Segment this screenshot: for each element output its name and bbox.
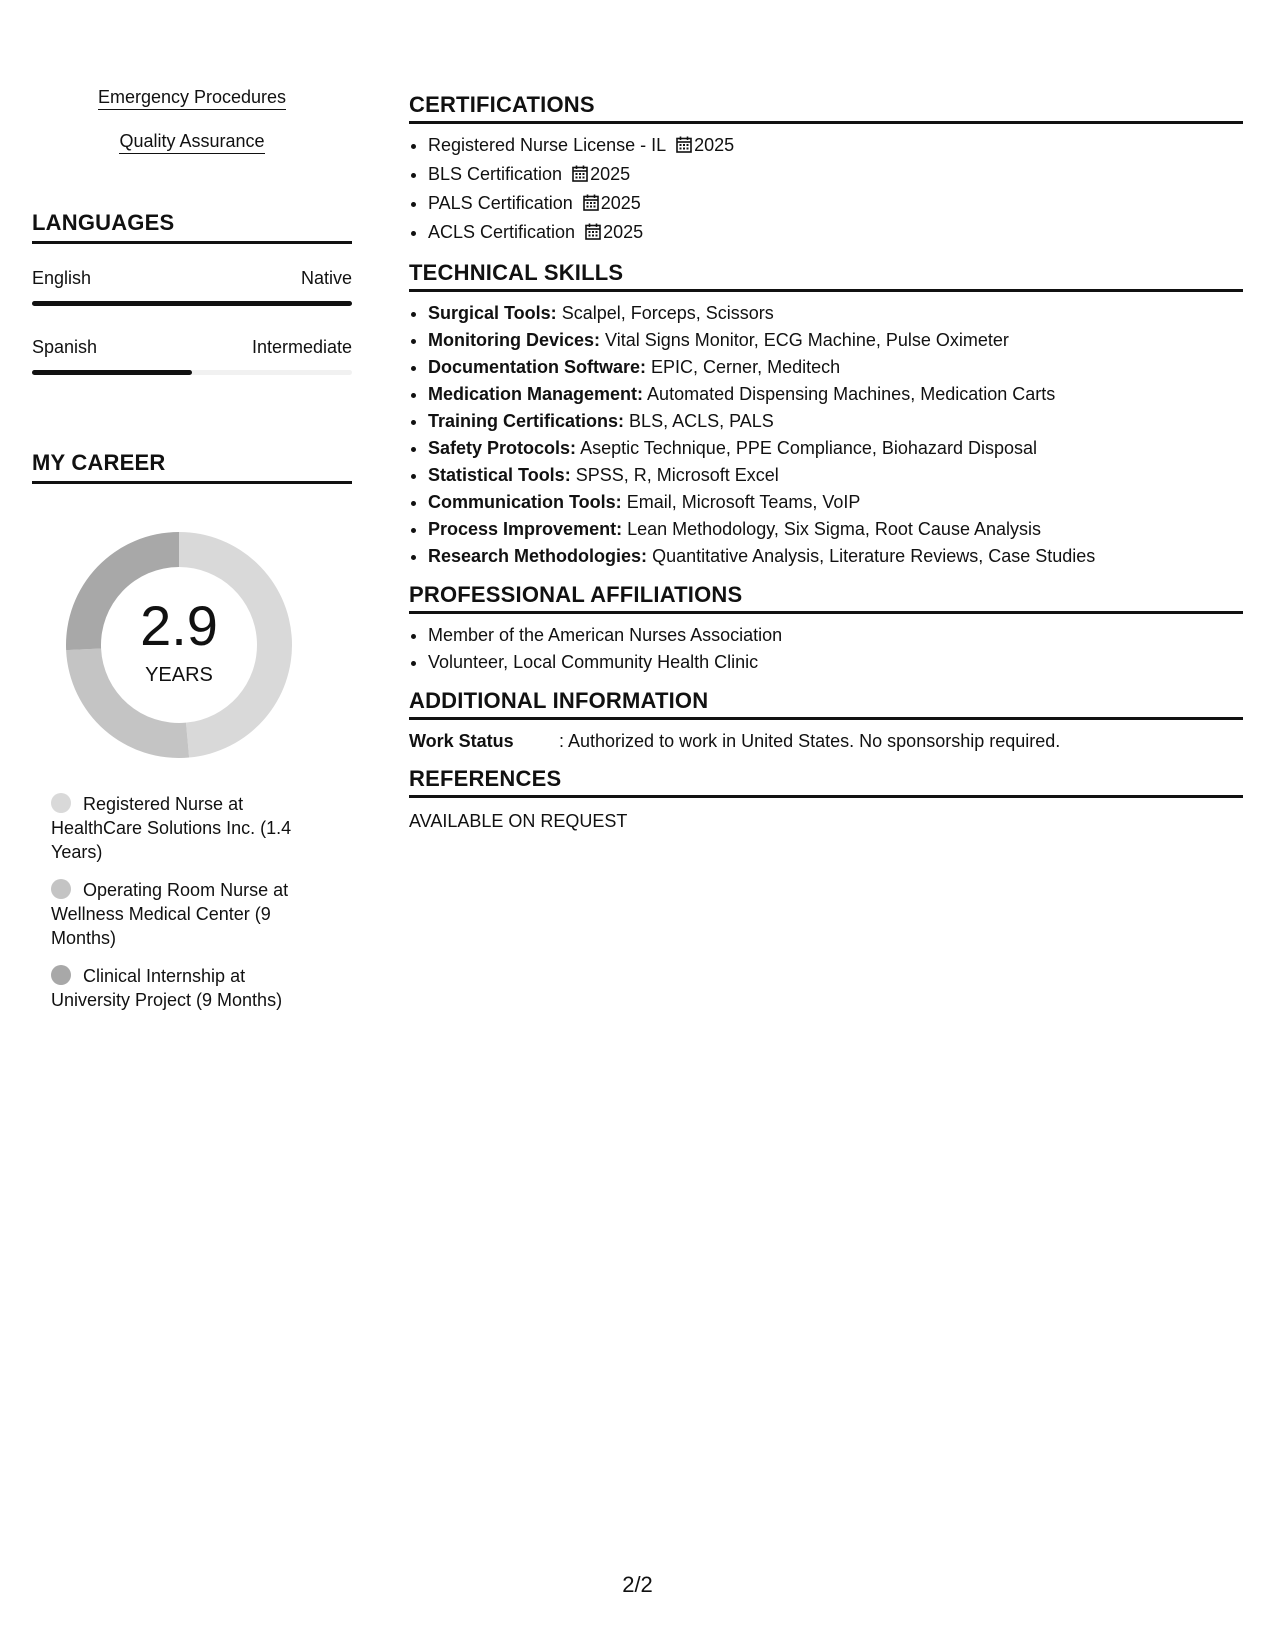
page-number: 2/2: [622, 1572, 653, 1597]
affiliations-title: PROFESSIONAL AFFILIATIONS: [409, 582, 1243, 614]
certification-item: [428, 190, 1243, 219]
certification-item: [428, 161, 1243, 190]
certifications-list: [409, 132, 1243, 248]
language-level: Intermediate: [251, 337, 352, 357]
skill-item: [428, 381, 1243, 408]
skill-label: Statistical Tools:: [428, 465, 571, 485]
career-donut-chart: [66, 532, 292, 758]
certification-name: Registered Nurse License - IL: [428, 135, 667, 155]
skill-value: Quantitative Analysis, Literature Reviews, Case Studies: [652, 546, 1096, 566]
additional-info-title: ADDITIONAL INFORMATION: [409, 688, 1243, 720]
skill-label: Training Certifications:: [428, 411, 625, 431]
language-name: English: [32, 268, 92, 288]
language-name: Spanish: [32, 337, 98, 357]
skill-label: Medication Management:: [428, 384, 644, 404]
language-level: Native: [300, 268, 352, 288]
skill-label: Surgical Tools:: [428, 303, 557, 323]
skill-link[interactable]: Emergency Procedures: [98, 86, 286, 110]
right-column: [409, 92, 1243, 848]
career-total-unit: YEARS: [145, 664, 213, 686]
career-legend-text: Clinical Internship at University Project (9 Months): [51, 966, 283, 1010]
skill-value: EPIC, Cerner, Meditech: [651, 357, 841, 377]
work-status-label: Work Status: [409, 731, 514, 751]
skill-item: [428, 300, 1243, 327]
career-total-years: 2.9: [140, 594, 218, 657]
language-bar-fill: [32, 370, 192, 375]
affiliations-list: [409, 622, 1243, 676]
career-legend-text: Operating Room Nurse at Wellness Medical Center (9 Months): [51, 880, 289, 948]
skill-item: [428, 462, 1243, 489]
career-legend-item: [51, 792, 321, 864]
skill-item: [428, 435, 1243, 462]
affiliations-section: [409, 582, 1243, 676]
certification-year: 2025: [603, 222, 644, 242]
skill-label: Documentation Software:: [428, 357, 647, 377]
skill-label: Monitoring Devices:: [428, 330, 601, 350]
skill-label: Communication Tools:: [428, 492, 622, 512]
work-status-value: : Authorized to work in United States. No sponsorship required.: [559, 731, 1061, 751]
skill-item: [428, 408, 1243, 435]
affiliation-item: • Volunteer, Local Community Health Clinic: [428, 649, 1243, 676]
career-title: MY CAREER: [32, 450, 352, 484]
technical-skills-list: [409, 300, 1243, 570]
language-bar: [32, 301, 352, 306]
certification-item: [428, 132, 1243, 161]
legend-dot-icon: [51, 793, 71, 813]
career-legend: [51, 792, 321, 1026]
skill-label: Safety Protocols:: [428, 438, 577, 458]
certification-name: ACLS Certification: [428, 222, 576, 242]
skill-value: Aseptic Technique, PPE Compliance, Biohazard Disposal: [580, 438, 1037, 458]
legend-dot-icon: [51, 965, 71, 985]
skill-links: [32, 86, 352, 174]
skill-value: Vital Signs Monitor, ECG Machine, Pulse Oximeter: [605, 330, 1009, 350]
skill-value: SPSS, R, Microsoft Excel: [575, 465, 779, 485]
skill-value: Lean Methodology, Six Sigma, Root Cause Analysis: [627, 519, 1041, 539]
affiliation-item: • Member of the American Nurses Association: [428, 622, 1243, 649]
calendar-icon: [676, 134, 692, 161]
language-bar-fill: [32, 301, 352, 306]
career-legend-item: [51, 964, 321, 1012]
skill-label: Process Improvement:: [428, 519, 623, 539]
certification-item: [428, 219, 1243, 248]
technical-skills-section: [409, 260, 1243, 570]
certifications-title: CERTIFICATIONS: [409, 92, 1243, 124]
references-title: REFERENCES: [409, 766, 1243, 798]
certification-name: BLS Certification: [428, 164, 563, 184]
career-legend-text: Registered Nurse at HealthCare Solutions Inc. (1.4 Years): [51, 794, 292, 862]
calendar-icon: [585, 221, 601, 248]
skill-item: [428, 354, 1243, 381]
certifications-section: [409, 92, 1243, 248]
calendar-icon: [572, 163, 588, 190]
references-text: AVAILABLE ON REQUEST: [409, 811, 628, 831]
skill-value: Email, Microsoft Teams, VoIP: [626, 492, 861, 512]
skill-value: Scalpel, Forceps, Scissors: [561, 303, 774, 323]
certification-year: 2025: [600, 193, 641, 213]
skill-value: Automated Dispensing Machines, Medication Carts: [647, 384, 1056, 404]
languages-title: LANGUAGES: [32, 210, 352, 244]
certification-year: 2025: [694, 135, 735, 155]
technical-skills-title: TECHNICAL SKILLS: [409, 260, 1243, 292]
references-section: [409, 766, 1243, 836]
legend-dot-icon: [51, 879, 71, 899]
skill-label: Research Methodologies:: [428, 546, 648, 566]
career-legend-item: [51, 878, 321, 950]
certification-name: PALS Certification: [428, 193, 573, 213]
skill-item: [428, 543, 1243, 570]
skill-item: [428, 516, 1243, 543]
additional-info-section: [409, 688, 1243, 754]
skill-item: [428, 327, 1243, 354]
language-bar: [32, 370, 352, 375]
skill-link[interactable]: Quality Assurance: [119, 130, 264, 154]
skill-item: [428, 489, 1243, 516]
certification-year: 2025: [590, 164, 631, 184]
calendar-icon: [583, 192, 599, 219]
skill-value: BLS, ACLS, PALS: [629, 411, 774, 431]
work-status-row: [409, 728, 1243, 754]
